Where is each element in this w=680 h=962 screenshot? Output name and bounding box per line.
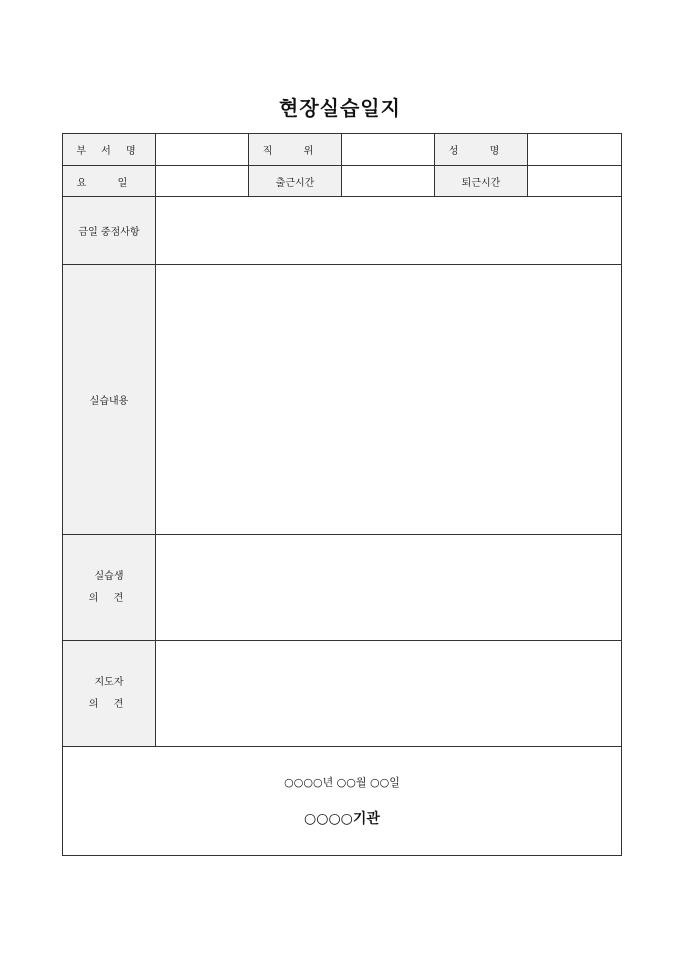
position-label-cell bbox=[249, 134, 342, 166]
day-label-cell bbox=[63, 166, 156, 197]
mentor-label-line1: 지도자 bbox=[94, 676, 124, 688]
focus-label-cell bbox=[63, 197, 156, 265]
footer-organization: ○○○○기관 bbox=[304, 811, 380, 827]
name-label-cell bbox=[435, 134, 528, 166]
checkin-value-cell[interactable] bbox=[342, 166, 435, 197]
student-opinion-row bbox=[63, 535, 622, 641]
focus-value-cell[interactable] bbox=[156, 197, 622, 265]
document-title: 현장실습일지 bbox=[279, 96, 401, 120]
checkin-label-cell bbox=[249, 166, 342, 197]
practice-log-form bbox=[62, 133, 622, 856]
dept-label-cell bbox=[63, 134, 156, 166]
name-value-cell[interactable] bbox=[528, 134, 622, 166]
header-row-1 bbox=[63, 134, 622, 166]
content-label-cell bbox=[63, 265, 156, 535]
content-row bbox=[63, 265, 622, 535]
day-label: 요 일 bbox=[76, 177, 142, 189]
checkout-value-cell[interactable] bbox=[528, 166, 622, 197]
name-label: 성 명 bbox=[448, 146, 514, 157]
student-label-line1: 실습생 bbox=[94, 570, 124, 582]
focus-row bbox=[63, 197, 622, 265]
mentor-opinion-row bbox=[63, 641, 622, 747]
student-label-cell bbox=[63, 535, 156, 641]
student-opinion-cell[interactable] bbox=[156, 535, 622, 641]
footer-cell bbox=[63, 747, 622, 856]
mentor-opinion-cell[interactable] bbox=[156, 641, 622, 747]
position-value-cell[interactable] bbox=[342, 134, 435, 166]
header-row-2 bbox=[63, 166, 622, 197]
mentor-label-line2: 의 견 bbox=[88, 698, 130, 710]
content-value-cell[interactable] bbox=[156, 265, 622, 535]
checkout-label: 퇴근시간 bbox=[461, 177, 501, 189]
checkin-label: 출근시간 bbox=[275, 177, 315, 189]
dept-value-cell[interactable] bbox=[156, 134, 249, 166]
content-label: 실습내용 bbox=[89, 396, 129, 407]
checkout-label-cell bbox=[435, 166, 528, 197]
dept-label: 부 서 명 bbox=[76, 146, 142, 157]
student-label-line2: 의 견 bbox=[88, 592, 130, 604]
footer-row bbox=[63, 747, 622, 856]
footer-date: ○○○○년 ○○월 ○○일 bbox=[284, 776, 400, 789]
day-value-cell[interactable] bbox=[156, 166, 249, 197]
position-label: 직 위 bbox=[262, 146, 328, 157]
mentor-label-cell bbox=[63, 641, 156, 747]
focus-label: 금일 중점사항 bbox=[78, 227, 140, 238]
